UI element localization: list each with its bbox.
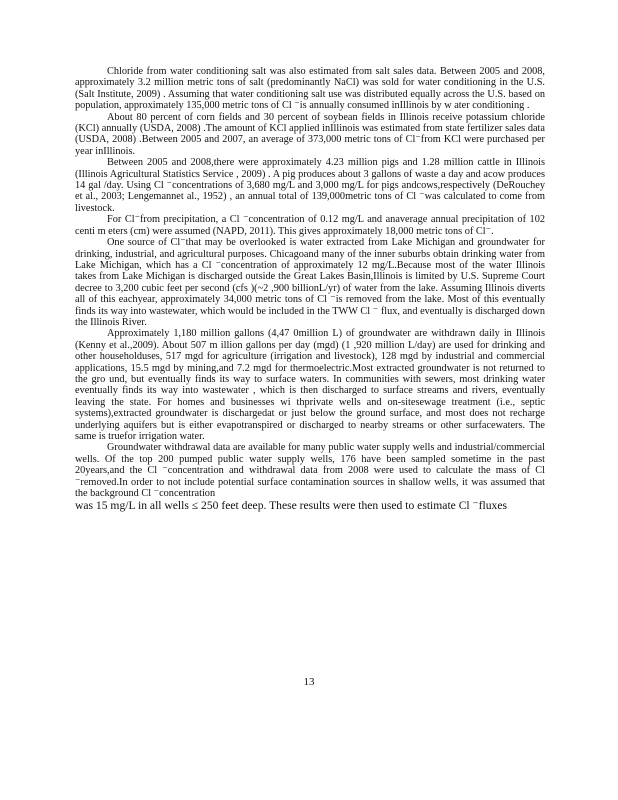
- paragraph-livestock: Between 2005 and 2008,there were approximately 4.23 million pigs and 1.28 million cattle in Illinois (Illinois Agricultural Statistics Service , 2009) . A pig produces about 3 gallons of waste a day and acow produces 14 gal /day. Using Cl ⁻concentrations of 3,680 mg/L and 3,000 mg/L for pigs andcows,respectively (DeRouchey et al., 2003; Lengemannet al., 1952) , an annual total of 139,000metric tons of Cl ⁻was calculated to come from livestock.: [75, 157, 545, 214]
- last-line: was 15 mg/L in all wells ≤ 250 feet deep. These results were then used to estimate Cl ⁻fluxes: [75, 499, 508, 513]
- paragraph-groundwater-withdrawal: Approximately 1,180 million gallons (4,47 0million L) of groundwater are withdrawn daily in Illinois (Kenny et al.,2009). About 507 m illion gallons per day (mgd) (1 ,920 million L/day) are used for drinking and other householduses, 517 mgd for agriculture (irrigation and livestock), 128 mgd by industrial and commercial applications, 15.5 mgd by mining,and 7.2 mgd for thermoelectric.Most extracted groundwater is not returned to the gro und, but eventually finds its way to surface waters. In communities with sewers, most drinking water eventually finds its way into wastewater , which is then discharged to surface streams and rivers, eventually leaving the state. For homes and businesses wi thprivate wells and on-sitesewage treatment (i.e., septic systems),extracted groundwater is dischargedat or just below the ground surface, and most does not recharge underlying aquifers but is either evapotranspired or discharged to nearby streams or other surfacewaters. The same is truefor irrigation water.: [75, 328, 545, 442]
- paragraph-public-water-supply: Groundwater withdrawal data are available for many public water supply wells and industrial/commercial wells. Of the top 200 pumped public water supply wells, 176 have been sampled sometime in the past 20years,and the Cl ⁻concentration and withdrawal data from 2008 were used to calculate the mass of Cl ⁻removed.In order to not include potential surface contamination sources in shallow wells, it was assumed that the background Cl ⁻concentration: [75, 442, 545, 500]
- paragraph-lake-michigan: One source of Cl⁻that may be overlooked is water extracted from Lake Michigan and groundwater for drinking, industrial, and agricultural purposes. Chicagoand many of the inner suburbs obtain drinking water from Lake Michigan, which has a Cl ⁻concentration of approximately 12 mg/L.Because most of the water Illinois takes from Lake Michigan is discharged outside the Great Lakes Basin,Illinois is limited by U.S. Supreme Court decree to 3,200 cubic feet per second (cfs )(~2 ,900 billionL/yr) of water from the lake. Assuming Illinois diverts all of this eachyear, approximately 34,000 metric tons of Cl ⁻is removed from the lake. Most of this eventually finds its way into wastewater, which would be included in the TWW Cl ⁻ flux, and eventually is discharged down the Illinois River.: [75, 237, 545, 328]
- paragraph-precipitation: For Cl⁻from precipitation, a Cl ⁻concentration of 0.12 mg/L and anaverage annual precipitation of 102 centi m eters (cm) were assumed (NAPD, 2011). This gives approximately 18,000 metric tons of Cl⁻.: [75, 214, 545, 237]
- body-text: [75, 66, 545, 512]
- paragraph-potassium-chloride: About 80 percent of corn fields and 30 percent of soybean fields in Illinois receive potassium chloride (KCl) annually (USDA, 2008) .The amount of KCl applied inIllinois was estimated from state fertilizer sales data (USDA, 2008) .Between 2005 and 2007, an average of 373,000 metric tons of Cl⁻from KCl were purchased per year inIllinois.: [75, 111, 545, 157]
- paragraph-water-conditioning: Chloride from water conditioning salt was also estimated from salt sales data. Between 2005 and 2008, approximately 3.2 million metric tons of salt (predominantly NaCl) was sold for water conditioning in the U.S. (Salt Institute, 2009) . Assuming that water conditioning salt use was distributed equally across the U.S. based on population, approximately 135,000 metric tons of Cl ⁻is annually consumed inIllinois by w ater conditioning .: [75, 66, 545, 112]
- page-number: 13: [303, 676, 315, 688]
